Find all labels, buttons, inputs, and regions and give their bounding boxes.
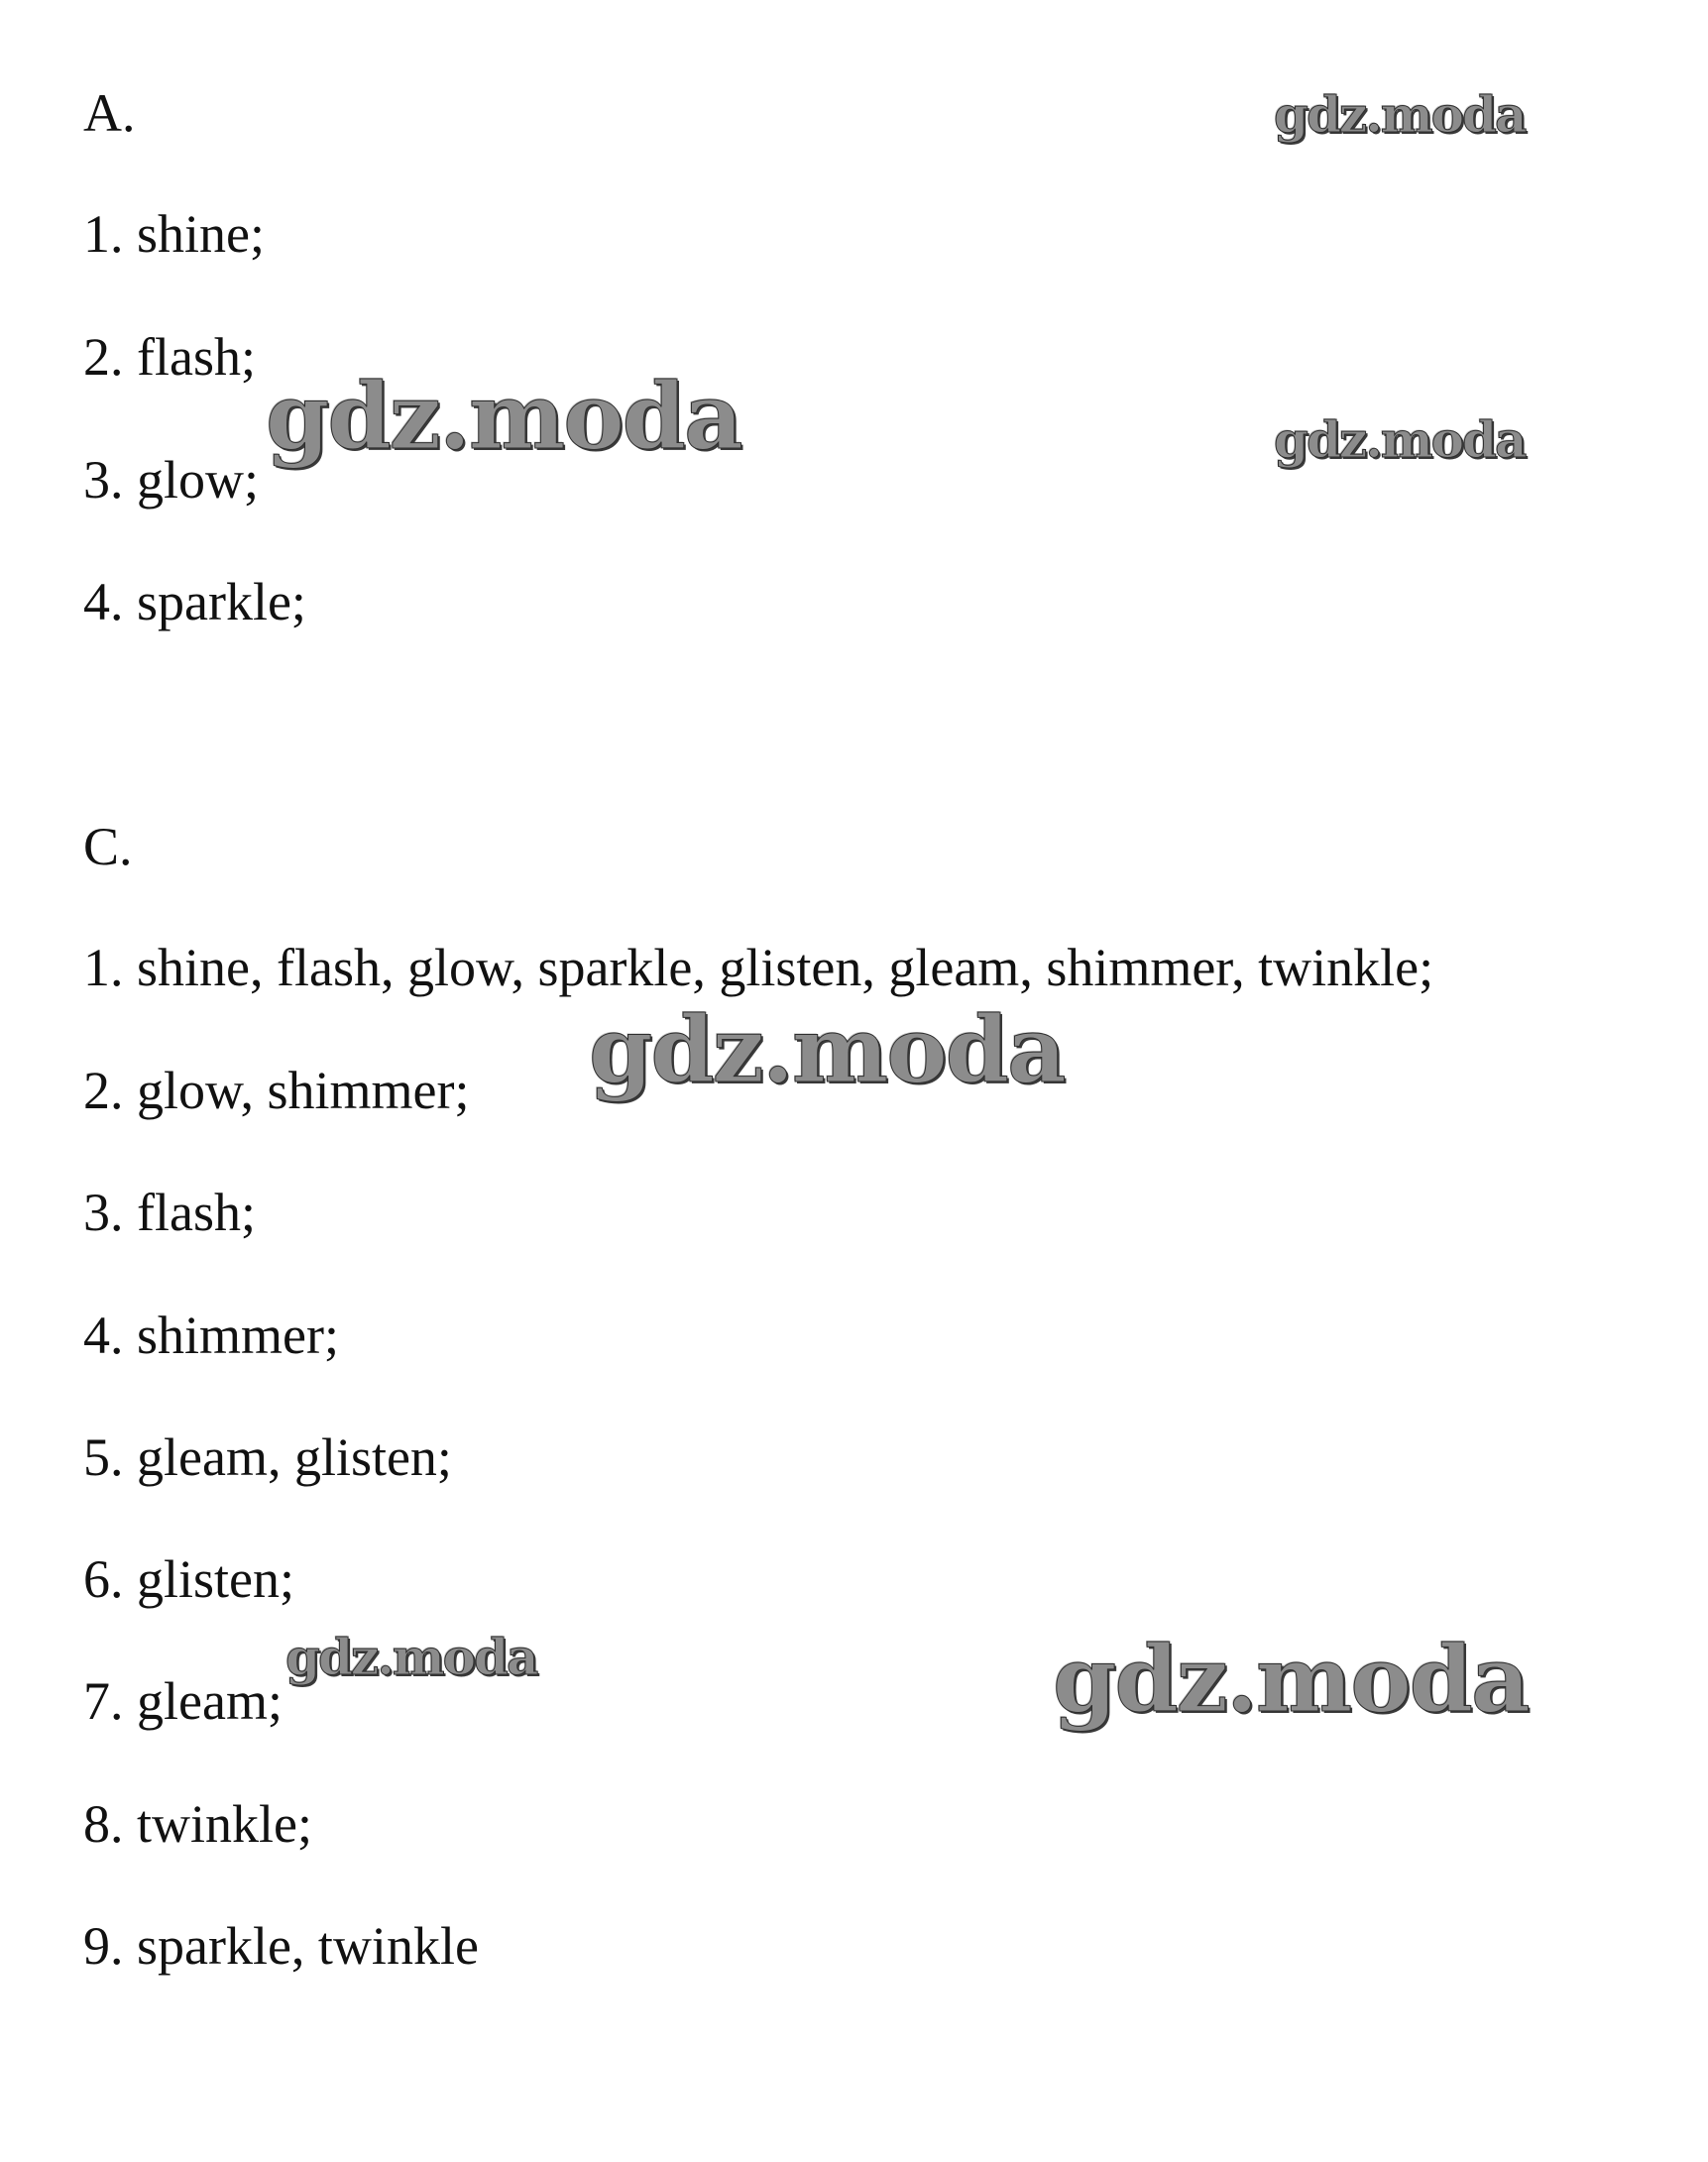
- section-a-heading: A.: [83, 83, 136, 143]
- section-c-heading: C.: [83, 817, 133, 876]
- section-c-item-5: 5. gleam, glisten;: [83, 1427, 452, 1487]
- section-c-item-7: 7. gleam;: [83, 1671, 283, 1731]
- section-c-item-3: 3. flash;: [83, 1183, 256, 1242]
- watermark-large-left: gdz.moda: [266, 363, 741, 470]
- section-c-item-6: 6. glisten;: [83, 1549, 294, 1609]
- section-a-item-4: 4. sparkle;: [83, 572, 306, 631]
- section-c-item-8: 8. twinkle;: [83, 1794, 312, 1854]
- section-a-item-3: 3. glow;: [83, 450, 260, 510]
- section-c-item-2: 2. glow, shimmer;: [83, 1061, 470, 1120]
- watermark-large-center: gdz.moda: [589, 996, 1065, 1103]
- section-c-item-1: 1. shine, flash, glow, sparkle, glisten, gleam, shimmer, twinkle;: [83, 938, 1434, 997]
- section-a-item-2: 2. flash;: [83, 327, 256, 387]
- section-a-item-1: 1. shine;: [83, 204, 265, 264]
- section-c-item-9: 9. sparkle, twinkle: [83, 1916, 479, 1976]
- watermark-large-lower-right: gdz.moda: [1053, 1626, 1529, 1733]
- section-c-item-4: 4. shimmer;: [83, 1306, 339, 1365]
- watermark-right-middle: gdz.moda: [1274, 410, 1526, 469]
- watermark-top-right: gdz.moda: [1274, 85, 1526, 144]
- watermark-small-lower-left: gdz.moda: [285, 1628, 537, 1686]
